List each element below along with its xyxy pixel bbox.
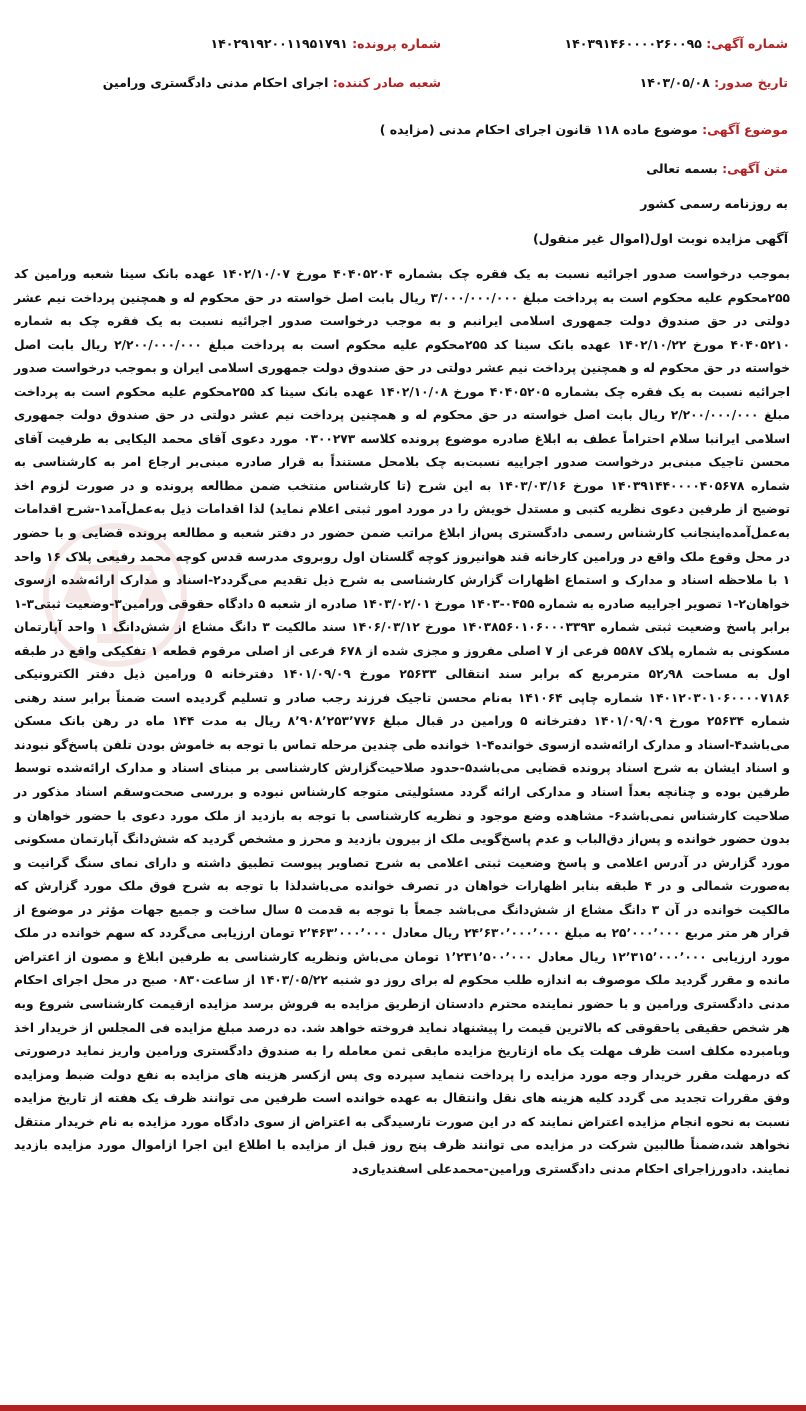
issue-date-field — [640, 75, 788, 90]
case-number-label: شماره پرونده: — [352, 36, 441, 51]
text-section-value: بسمه تعالی — [646, 161, 718, 176]
ad-title: آگهی مزایده نوبت اول(اموال غیر منقول) — [532, 231, 788, 246]
subject-label: موضوع آگهی: — [702, 122, 788, 137]
text-section-label: متن آگهی: — [722, 161, 788, 176]
ad-number-value: ۱۴۰۳۹۱۴۶۰۰۰۰۲۶۰۰۹۵ — [564, 36, 702, 51]
case-number-field — [210, 36, 441, 51]
branch-label: شعبه صادر کننده: — [332, 75, 441, 90]
text-section-field — [646, 161, 788, 176]
branch-field — [103, 75, 441, 90]
footer-bar — [0, 1405, 806, 1411]
ad-number-label: شماره آگهی: — [706, 36, 788, 51]
ad-number-field — [565, 36, 788, 51]
subject-value: موضوع ماده ۱۱۸ قانون اجرای احکام مدنی (مزایده ) — [379, 122, 698, 137]
issue-date-value: ۱۴۰۳/۰۵/۰۸ — [639, 75, 710, 90]
subject-field — [380, 122, 788, 137]
branch-value: اجرای احکام مدنی دادگستری ورامین — [102, 75, 329, 90]
issue-date-label: تاریخ صدور: — [714, 75, 788, 90]
addressee: به روزنامه رسمی کشور — [640, 196, 788, 211]
case-number-value: ۱۴۰۲۹۱۹۲۰۰۱۱۹۵۱۷۹۱ — [210, 36, 348, 51]
notice-body: بموجب درخواست صدور اجرائیه نسبت به یک فقره چک بشماره ۴۰۴۰۵۲۰۴ مورخ ۱۴۰۲/۱۰/۰۷ عهده بانک سینا شعبه ورامین کد ۲۵۵محکوم علیه محکوم است به پرداخت مبلغ ۳/۰۰۰/۰۰۰/۰۰۰ ریال بابت اصل خواسته در حق محکوم له و همچنین پرداخت نیم عشر دولتی در حق صندوق دولت جمهوری اسلامی ایرانبم و به موجب درخواست صدور اجرائیه نسبت به یک فقره چک به شماره ۴۰۴۰۵۲۱۰ مورخ ۱۴۰۲/۱۰/۲۲ عهده بانک سینا کد ۲۵۵محکوم علیه محکوم است به پرداخت مبلغ ۲/۲۰۰/۰۰۰/۰۰۰ ریال بابت اصل خواسته در حق محکوم له و همچنین پرداخت نیم عشر دولتی در حق صندوق دولت جمهوری اسلامی ایران و بموجب درخواست صدور اجرائیه نسبت به یک فقره چک بشماره ۴۰۴۰۵۲۰۵ مورخ ۱۴۰۲/۱۰/۰۸ عهده بانک سینا کد ۲۵۵محکوم علیه محکوم است به پرداخت مبلغ ۲/۲۰۰/۰۰۰/۰۰۰ ریال بابت اصل خواسته در حق محکوم له و همچنین پرداخت نیم عشر دولتی در حق صندوق دولت جمهوری اسلامی ایرانبا سلام احتراماً عطف به ابلاغ صادره موضوع پرونده کلاسه ۰۳۰۰۲۷۳ مورد دعوی آقای محمد الیکایی به طرفیت آقای محسن تاجیک مبنی‌بر درخواست صدور اجراییه نسبت‌به چک بلامحل مستنداً به قرار صادره مبنی‌بر ارجاع امر به کارشناسی به شماره ۱۴۰۳۹۱۴۴۰۰۰۰۴۰۵۶۷۸ مورخ ۱۴۰۳/۰۳/۱۶ به این شرح (تا کارشناس منتخب ضمن مطالعه پرونده و در صورت لزوم اخذ توضیح از طرفین دعوی نظریه کتبی و مستدل خویش را در مورد امور ثبتی اعلام نماید) لذا اقدامات ذیل به‌عمل‌آمد۱-شرح اقدامات به‌عمل‌آمده‌اینجانب کارشناس رسمی دادگستری پس‌از ابلاغ مراتب ضمن حضور در دفتر شعبه و مطالعه پرونده قضایی و با حضور در محل وقوع ملک واقع در ورامین کارخانه قند هوانیروز کوچه گلستان اول روبروی مدرسه قدس کوچه محمد رفیعی پلاک ۱۶ واحد ۱ با ملاحظه اسناد و مدارک و استماع اظهارات گزارش کارشناسی به شرح ذیل تقدیم می‌گردد۲-اسناد و مدارک ارائه‌شده ازسوی خواهان۲-۱ تصویر اجراییه صادره به شماره ۰۴۵۵-۱۴۰۳ مورخ ۱۴۰۳/۰۲/۰۱ صادره از شعبه ۵ دادگاه حقوقی ورامین۳-وضعیت ثبتی۳-۱ برابر پاسخ وضعیت ثبتی شماره ۱۴۰۳۸۵۶۰۱۰۶۰۰۰۳۳۹۳ مورخ ۱۴۰۶/۰۳/۱۲ سند مالکیت ۳ دانگ مشاع از شش‌دانگ ۱ واحد آپارتمان مسکونی به شماره پلاک ۵۵۸۷ فرعی از ۷ اصلی مفروز و مجزی شده از ۶۷۸ فرعی از اصلی مرقوم قطعه ۱ تفکیکی واقع در طبقه اول به مساحت ۵۲٫۹۸ مترمربع که برابر سند انتقالی ۲۵۶۳۳ مورخ ۱۴۰۱/۰۹/۰۹ دفترخانه ۵ ورامین ذیل دفتر الکترونیکی ۱۴۰۱۲۰۳۰۱۰۶۰۰۰۰۷۱۸۶ شماره چاپی ۱۴۱۰۶۴ به‌نام محسن تاجیک فرزند رجب صادر و تسلیم گردیده است ضمناً برابر سند رهنی شماره ۲۵۶۳۴ مورخ ۱۴۰۱/۰۹/۰۹ دفترخانه ۵ ورامین در قبال مبلغ ۸٬۹۰۸٬۲۵۳٬۷۷۶ ریال به مدت ۱۴۴ ماه در رهن بانک مسکن می‌باشد۴-اسناد و مدارک ارائه‌شده ازسوی خوانده۴-۱ خوانده طی چندین مرحله تماس با توجه به خاموش بودن تلفن پاسخ‌گو نبودند و اسناد ایشان به شرح اسناد پرونده قضایی می‌باشد۵-حدود صلاحیت‌گزارش کارشناسی بر مبنای اسناد و مدارک ارائه‌شده توسط طرفین بوده و چنانچه بعداً اسناد و مدارکی ارائه گردد مسئولیتی متوجه کارشناس نبوده و بررسی صحت‌وسقم اسناد مذکور در صلاحیت کارشناس نمی‌باشد۶- مشاهده وضع موجود و نظریه کارشناسی با توجه به بازدید از ملک مورد دعوی با حضور خواهان و بدون حضور خوانده و پس‌از دق‌الباب و عدم پاسخ‌گویی ملک از بیرون بازدید و محرز و مشخص گردید که شش‌دانگ آپارتمان مسکونی مورد گزارش در آدرس اعلامی و پاسخ وضعیت ثبتی اعلامی به شرح تصاویر پیوست تطبیق داشته و دارای نمای سنگ گرانیت و به‌صورت شمالی و در ۴ طبقه بنابر اظهارات خواهان در تصرف خوانده می‌باشدلذا با توجه به شرح فوق ملک مورد گزارش که مالکیت خوانده در آن ۳ دانگ مشاع از شش‌دانگ می‌باشد جمعاً با توجه به قدمت ۵ سال ساخت و جمیع جهات مؤثر در موضوع از قرار هر متر مربع ۲۵٬۰۰۰٬۰۰۰ به مبلغ ۲۴٬۶۳۰٬۰۰۰٬۰۰۰ ریال معادل ۲٬۴۶۳٬۰۰۰٬۰۰۰ تومان ارزیابی می‌گردد که سهم خوانده در ملک مورد ارزیابی ۱۲٬۳۱۵٬۰۰۰٬۰۰۰ ریال معادل ۱٬۲۳۱٬۵۰۰٬۰۰۰ تومان می‌باش ونظریه کارشناسی به طرفین ابلاغ و مصون از اعتراض مانده و مقرر گردید ملک موصوف به اندازه طلب محکوم له برای روز دو شنبه ۱۴۰۳/۰۵/۲۲ از ساعت۰۸۳۰ صبح در محل اجرای احکام مدنی دادگستری ورامین و با حضور نماینده محترم دادستان ازطریق مزایده به فروش برسد مزایده ازقیمت کارشناسی شروع وبه هر شخص حقیقی یاحقوقی که بالاترین قیمت را پیشنهاد نماید فروخته خواهد شد. ده درصد مبلغ مزایده فی المجلس از خریدار اخذ وبامبرده مکلف است ظرف مهلت یک ماه ازتاریخ مزایده مابقی ثمن معامله را به صندوق دادگستری ورامین واریز نماید درصورتی که درمهلت مقرر خریدار وجه مورد مزایده را پرداخت ننماید سپرده وی پس ازکسر هزینه های مزایده به نفع دولت ضبط ومزایده وفق مقررات تجدید می گردد کلیه هزینه های نقل وانتقال به عهده خوانده است طرفین می توانند ظرف یک هفته از تاریخ مزایده نسبت به نحوه انجام مزایده اعتراض نمایند که در این صورت تارسیدگی به اعتراض از سوی دادگاه مورد مزایده به نام خریدار منتقل نخواهد شد،ضمناً طالبین شرکت در مزایده می توانند ظرف پنج روز قبل از مزایده با اطلاع این اجرا ازاموال مورد مزایده بازدید نمایند. دادورزاجرای احکام مدنی دادگستری ورامین-محمدعلی اسفندیاری‌د — [14, 267, 791, 1176]
